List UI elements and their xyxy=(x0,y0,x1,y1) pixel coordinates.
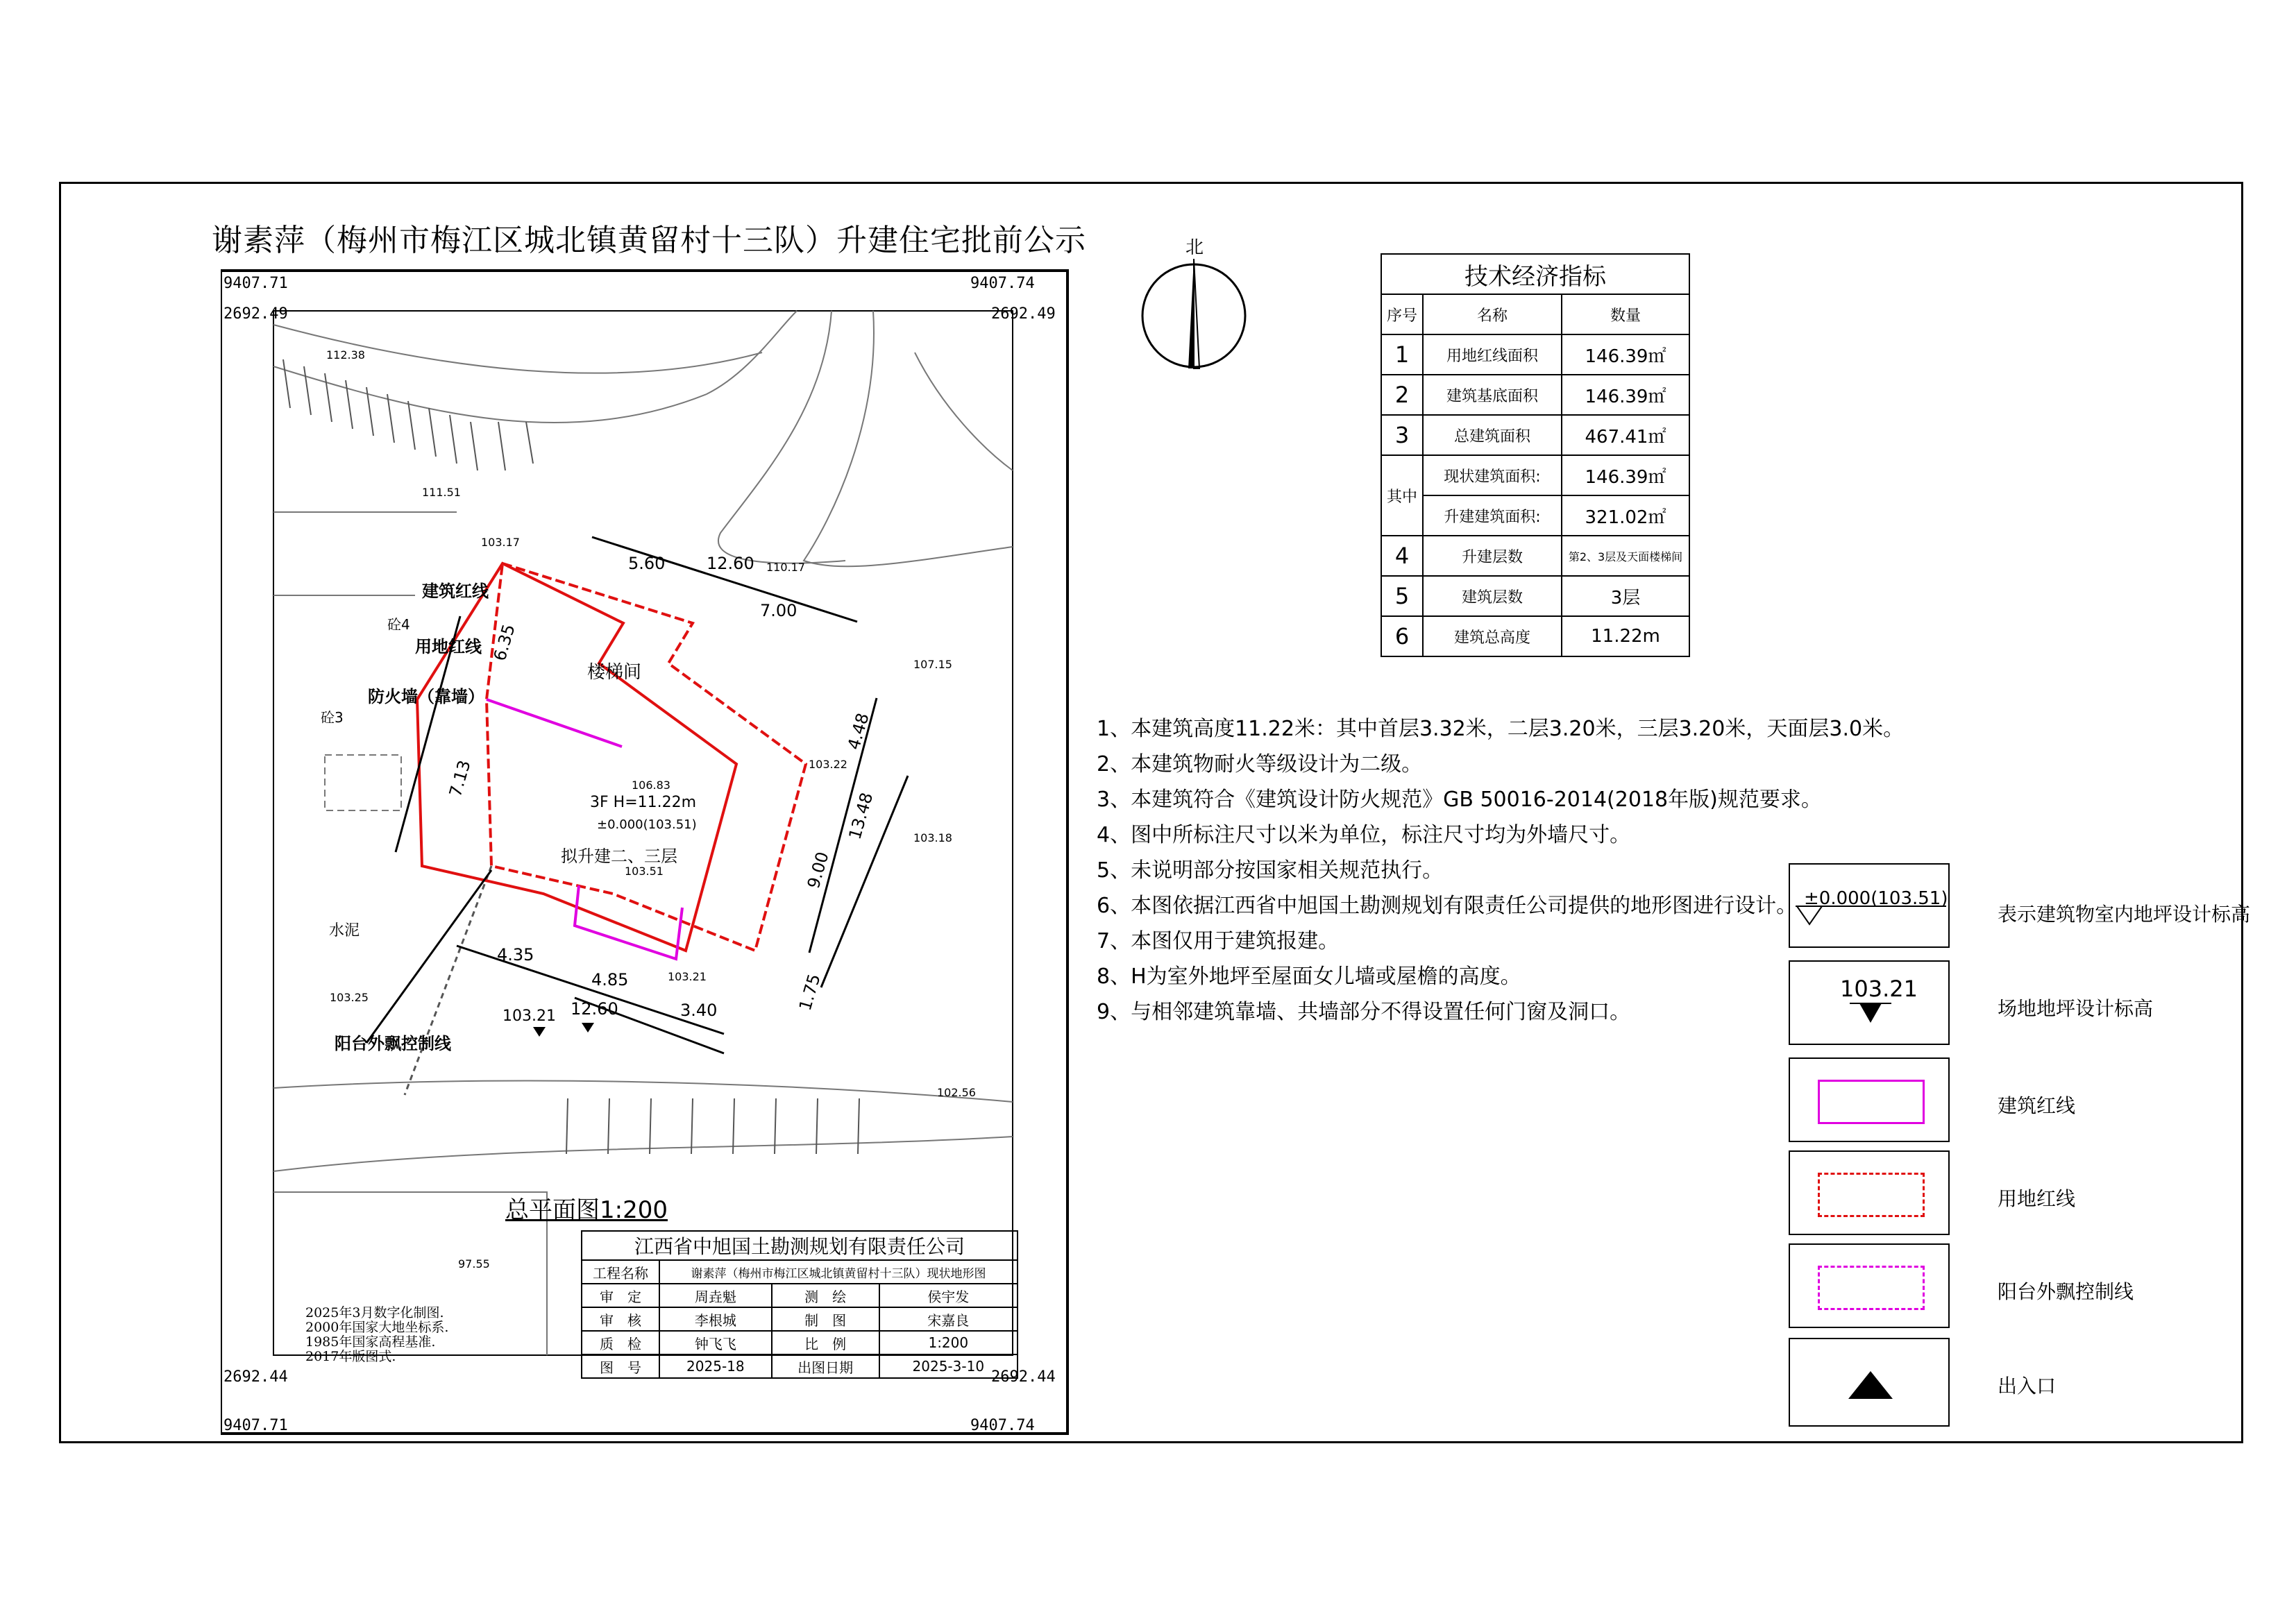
cement-label: 水泥 xyxy=(329,922,360,940)
elev-label: 103.18 xyxy=(913,831,952,844)
legend-label: 场地地坪设计标高 xyxy=(1998,997,2154,1020)
elev-label: 103.22 xyxy=(809,758,847,771)
dim-label: 12.60 xyxy=(707,554,754,573)
balcony-line-label: 阳台外飘控制线 xyxy=(335,1034,451,1053)
legend-label: 表示建筑物室内地坪设计标高 xyxy=(1998,903,2251,926)
note-item: 5、未说明部分按国家相关规范执行。 xyxy=(1097,858,1444,883)
legend-datum: ±0.000(103.51) xyxy=(1789,863,1950,948)
note-item: 2、本建筑物耐火等级设计为二级。 xyxy=(1097,752,1423,776)
legend-entrance xyxy=(1789,1338,1950,1427)
dim-label: 7.00 xyxy=(760,601,797,620)
dim-label: 5.60 xyxy=(628,554,666,573)
elev-label: 112.38 xyxy=(326,348,365,362)
c3-label: 砼3 xyxy=(321,709,344,726)
elev-label: 103.51 xyxy=(625,865,664,878)
dim-label: 7.13 xyxy=(445,758,475,799)
elev-marker: 103.21 xyxy=(503,1008,556,1025)
elev-label: 102.56 xyxy=(937,1086,976,1099)
coord-label: 2692.44 xyxy=(991,1368,1056,1386)
elev-label: 107.15 xyxy=(913,658,952,671)
legend-label: 建筑红线 xyxy=(1998,1094,2076,1117)
coord-label: 9407.71 xyxy=(223,275,288,292)
elev-label: 97.55 xyxy=(458,1257,490,1271)
coord-label: 9407.71 xyxy=(223,1417,288,1434)
coord-label: 2692.49 xyxy=(991,305,1056,323)
legend-balcony-line xyxy=(1789,1243,1950,1328)
dim-label: 1.75 xyxy=(795,971,825,1013)
legend-label: 出入口 xyxy=(1998,1375,2057,1397)
legend-building-line xyxy=(1789,1057,1950,1142)
legend-land-line xyxy=(1789,1150,1950,1235)
legend-site-elevation: 103.21 xyxy=(1789,960,1950,1045)
dim-label: 3.40 xyxy=(680,1001,718,1020)
elev-label: 106.83 xyxy=(632,779,670,792)
title-block: 江西省中旭国土勘测规划有限责任公司 工程名称 谢素萍（梅州市梅江区城北镇黄留村十三队）现状地形图 审 定 周垚魁 测 绘 侯宇发 审 核 李根城 制 图 宋嘉良 质 检 钟飞飞 比 例 1:200 图 号 2025-18 出图日期 2025-3-10 xyxy=(581,1230,1018,1379)
north-arrow-icon xyxy=(1138,232,1249,371)
company-name: 江西省中旭国土勘测规划有限责任公司 xyxy=(582,1231,1018,1260)
entrance-icon xyxy=(1847,1370,1894,1400)
note-item: 1、本建筑高度11.22米：其中首层3.32米，二层3.20米，三层3.20米，天面层3.0米。 xyxy=(1097,717,1905,741)
upgrade-label: 拟升建二、三层 xyxy=(561,847,677,866)
dim-label: 4.48 xyxy=(843,711,873,752)
land-line-label: 用地红线 xyxy=(415,637,482,656)
design-notes xyxy=(1097,711,1904,1030)
survey-notes: 2025年3月数字化制图. 2000年国家大地坐标系. 1985年国家高程基准. 2017年版图式. xyxy=(305,1305,449,1364)
building-line-label: 建筑红线 xyxy=(422,581,489,601)
coord-label: 2692.49 xyxy=(223,305,288,323)
scale-label: 总平面图1:200 xyxy=(505,1196,668,1224)
datum-label: ±0.000(103.51) xyxy=(597,817,697,832)
dim-label: 12.60 xyxy=(571,999,618,1019)
c4-label: 砼4 xyxy=(387,616,410,633)
coord-label: 2692.44 xyxy=(223,1368,288,1386)
firewall-label: 防火墙（靠墙） xyxy=(368,687,484,706)
dim-label: 6.35 xyxy=(489,622,519,663)
north-label: 北 xyxy=(1185,237,1204,258)
note-item: 9、与相邻建筑靠墙、共墙部分不得设置任何门窗及洞口。 xyxy=(1097,1000,1631,1024)
table-caption: 技术经济指标 xyxy=(1381,254,1689,294)
page-title: 谢素萍（梅州市梅江区城北镇黄留村十三队）升建住宅批前公示 xyxy=(212,223,1086,258)
note-item: 6、本图依据江西省中旭国土勘测规划有限责任公司提供的地形图进行设计。 xyxy=(1097,894,1798,918)
tech-indicator-table: 技术经济指标 序号 名称 数量 1 用地红线面积 146.39㎡ 2 建筑基底面积 146.39㎡ 3 总建筑面积 467.41㎡ 其中 现状建筑面积: 146.39㎡ 升建建筑面积: 321.02㎡ 4 升建层数 第2、3层及天面楼梯间 5 建筑层数 3层 6 建筑总高度 11.22m xyxy=(1381,253,1690,657)
floor-info: 3F H=11.22m xyxy=(590,794,697,811)
legend-label: 用地红线 xyxy=(1998,1187,2076,1210)
dim-label: 9.00 xyxy=(803,849,833,891)
elev-label: 103.21 xyxy=(668,970,707,983)
coord-label: 9407.74 xyxy=(970,1417,1035,1434)
dim-label: 13.48 xyxy=(845,790,877,842)
coord-label: 9407.74 xyxy=(970,275,1035,292)
note-item: 3、本建筑符合《建筑设计防火规范》GB 50016-2014(2018年版)规范要求。 xyxy=(1097,788,1822,812)
note-item: 4、图中所标注尺寸以米为单位，标注尺寸均为外墙尺寸。 xyxy=(1097,823,1631,847)
dim-label: 4.35 xyxy=(497,945,534,965)
stair-label: 楼梯间 xyxy=(587,662,642,683)
elev-label: 110.17 xyxy=(766,561,805,574)
note-item: 8、H为室外地坪至屋面女儿墙或屋檐的高度。 xyxy=(1097,965,1521,989)
elev-label: 111.51 xyxy=(422,486,461,499)
dim-label: 4.85 xyxy=(591,970,629,989)
elev-label: 103.17 xyxy=(481,536,520,549)
elev-label: 103.25 xyxy=(330,991,369,1004)
note-item: 7、本图仅用于建筑报建。 xyxy=(1097,929,1340,953)
legend-label: 阳台外飘控制线 xyxy=(1998,1280,2134,1303)
